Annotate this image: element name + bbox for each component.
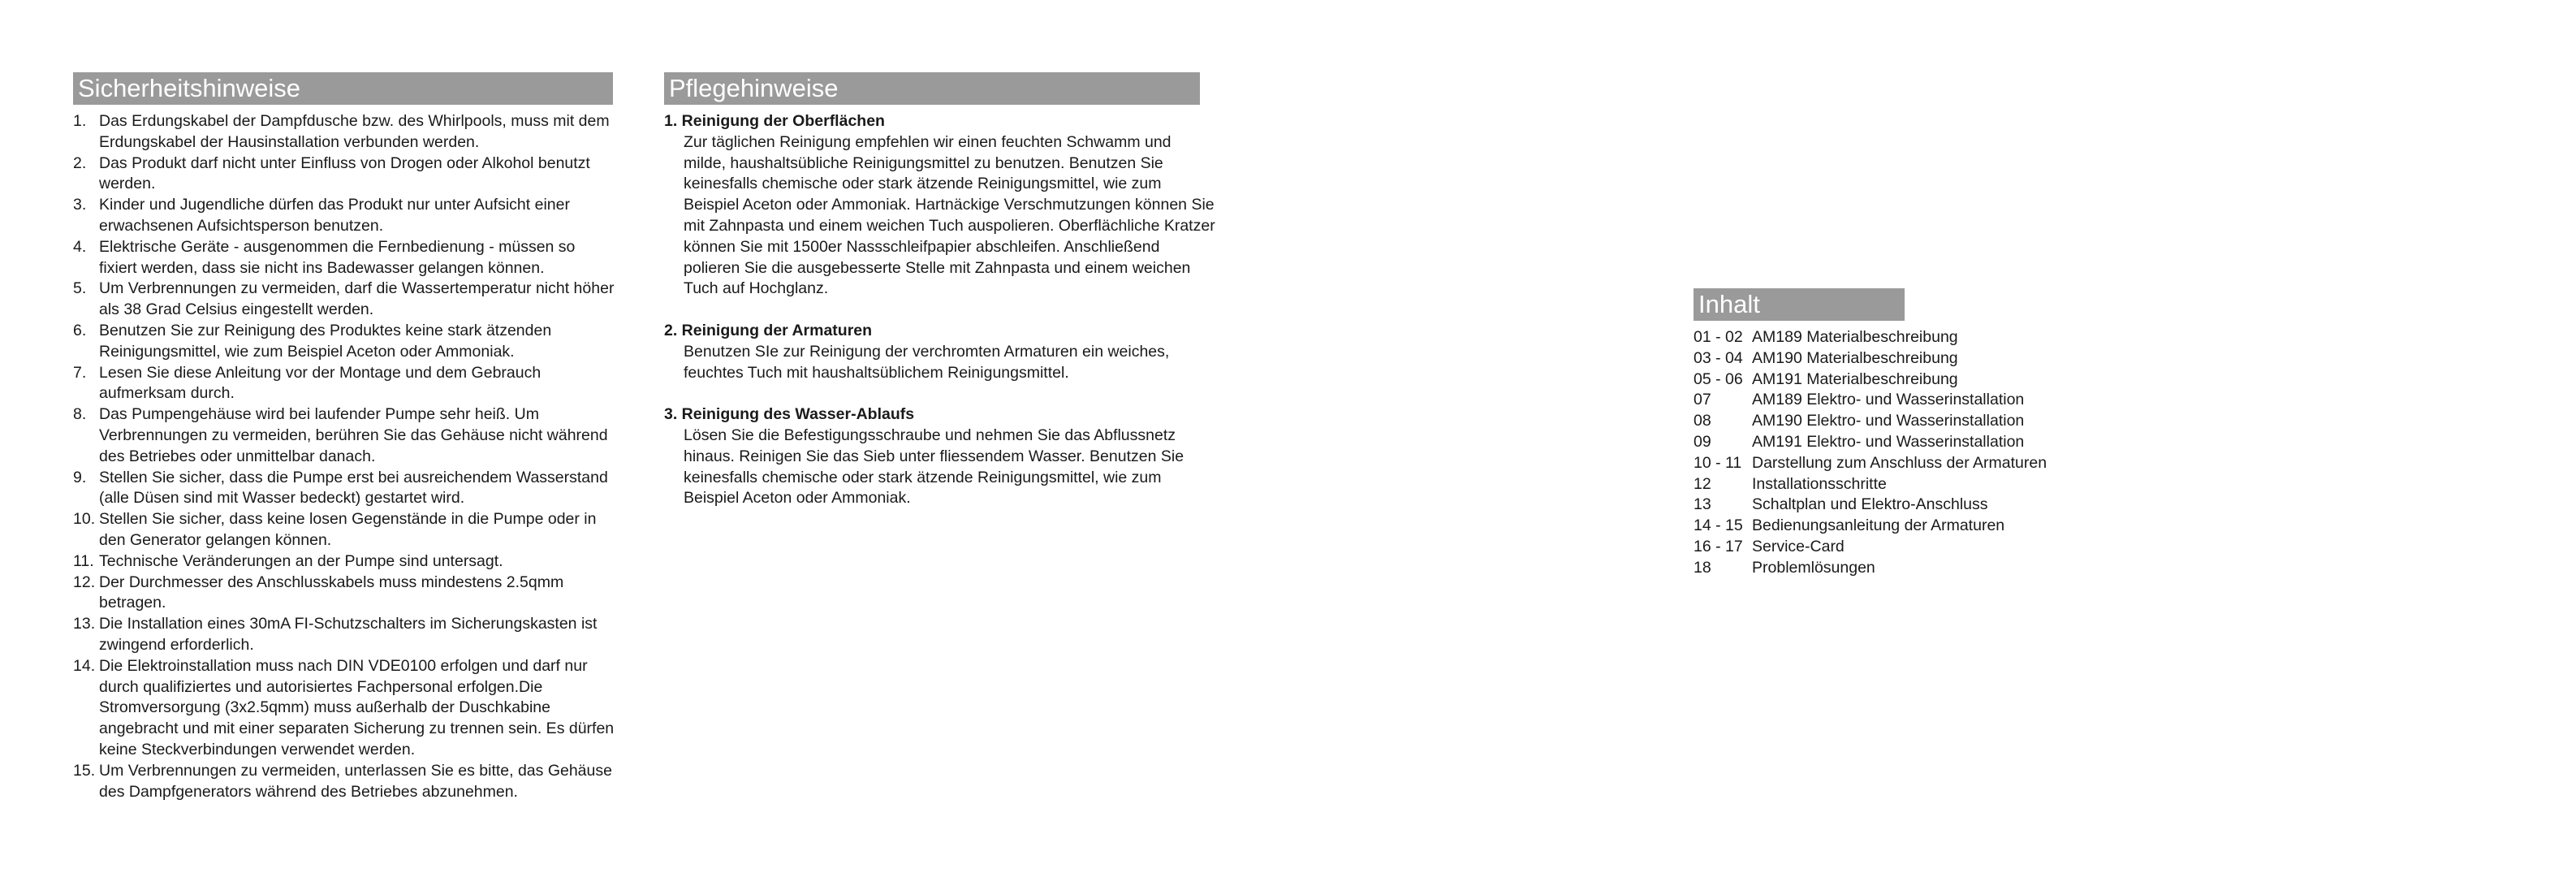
contents-list (1694, 327, 2148, 579)
safety-item-number: 13. (73, 615, 96, 633)
toc-entry (1694, 348, 2148, 370)
toc-entry-label: AM191 Materialbeschreibung (1752, 370, 1958, 388)
safety-item-text: Das Produkt darf nicht unter Einfluss von Drogen oder Alkohol benutzt werden. (99, 153, 590, 193)
toc-entry-pages: 01 - 02 (1694, 328, 1743, 346)
safety-item-number: 6. (73, 321, 87, 339)
toc-entry (1694, 432, 2148, 453)
safety-item (73, 279, 615, 321)
safety-list (73, 111, 615, 802)
care-section-text: Zur täglichen Reinigung empfehlen wir einen feuchten Schwamm und milde, haushaltsübliche Reinigungsmittel zu benutzen. Benutzen Sie keinesfalls chemische oder stark ätzende Reinigungsmittel, wie zum Beispiel Aceton oder Ammoniak. Hartnäckige Verschmutzungen können Sie mit Zahnpasta und einem weichen Tuch auspolieren. Oberflächliche Kratzer können Sie mit 1500er Nassschleifpapier abschleifen. Anschließend polieren Sie die ausgebesserte Stelle mit Zahnpasta und einem weichen Tuch auf Hochglanz. (684, 132, 1215, 298)
toc-entry-label: AM191 Elektro- und Wasserinstallation (1752, 432, 2025, 451)
toc-entry (1694, 411, 2148, 432)
safety-item (73, 195, 615, 237)
toc-entry (1694, 495, 2148, 516)
care-section (664, 404, 1216, 509)
toc-entry-label: Bedienungsanleitung der Armaturen (1752, 516, 2005, 535)
safety-item-text: Die Elektroinstallation muss nach DIN VDE0100 erfolgen und darf nur durch qualifiziertes und autorisiertes Fachpersonal erfolgen.Die Stromversorgung (3x2.5qmm) muss außerhalb der Duschkabine angebracht und mit einer separaten Sicherung zu trennen sein. Es dürfen keine Steckverbindungen verwendet werden. (99, 656, 615, 758)
safety-item-number: 9. (73, 468, 87, 486)
safety-item-text: Das Erdungskabel der Dampfdusche bzw. des Whirlpools, muss mit dem Erdungskabel der Hausinstallation verbunden werden. (99, 112, 610, 151)
safety-item (73, 321, 615, 363)
safety-item (73, 761, 615, 803)
care-container (664, 111, 1216, 530)
toc-entry (1694, 370, 2148, 391)
toc-entry-pages: 07 (1694, 391, 1711, 409)
toc-entry (1694, 537, 2148, 558)
care-section (664, 321, 1216, 383)
safety-item (73, 468, 615, 510)
toc-entry (1694, 453, 2148, 474)
care-section (664, 111, 1216, 300)
toc-entry-label: AM190 Materialbeschreibung (1752, 348, 1958, 367)
safety-heading: Sicherheitshinweise (73, 72, 613, 105)
safety-list-container (73, 111, 615, 802)
toc-entry-label: AM189 Elektro- und Wasserinstallation (1752, 391, 2025, 409)
toc-entry-pages: 12 (1694, 474, 1711, 493)
safety-item (73, 656, 615, 761)
safety-item-number: 12. (73, 573, 96, 591)
toc-entry-pages: 16 - 17 (1694, 537, 1743, 555)
safety-item-number: 4. (73, 237, 87, 256)
care-heading: Pflegehinweise (664, 72, 1200, 105)
toc-entry-label: Installationsschritte (1752, 474, 1887, 493)
safety-item-text: Der Durchmesser des Anschlusskabels muss mindestens 2.5qmm betragen. (99, 573, 564, 612)
toc-entry-pages: 08 (1694, 412, 1711, 430)
safety-item (73, 237, 615, 279)
safety-item-number: 2. (73, 153, 87, 172)
toc-entry-label: Service-Card (1752, 537, 1845, 555)
safety-item-text: Elektrische Geräte - ausgenommen die Fernbedienung - müssen so fixiert werden, dass sie nicht ins Badewasser gelangen können. (99, 237, 576, 277)
toc-entry (1694, 474, 2148, 495)
toc-entry-pages: 05 - 06 (1694, 370, 1743, 388)
safety-item-text: Stellen Sie sicher, dass keine losen Gegenstände in die Pumpe oder in den Generator gelangen können. (99, 510, 597, 549)
safety-item (73, 573, 615, 615)
toc-entry-pages: 03 - 04 (1694, 348, 1743, 367)
toc-entry-label: Darstellung zum Anschluss der Armaturen (1752, 453, 2047, 472)
toc-entry-pages: 13 (1694, 495, 1711, 514)
toc-entry (1694, 558, 2148, 579)
safety-item-number: 1. (73, 112, 87, 130)
toc-entry-label: Schaltplan und Elektro-Anschluss (1752, 495, 1988, 514)
toc-entry (1694, 516, 2148, 537)
safety-item (73, 153, 615, 196)
safety-item-text: Die Installation eines 30mA FI-Schutzschalters im Sicherungskasten ist zwingend erforderlich. (99, 615, 598, 654)
contents-heading: Inhalt (1694, 288, 1905, 321)
safety-item (73, 509, 615, 551)
toc-entry-label: Problemlösungen (1752, 558, 1875, 577)
safety-item-text: Lesen Sie diese Anleitung vor der Montage und dem Gebrauch aufmerksam durch. (99, 363, 542, 403)
toc-entry (1694, 390, 2148, 411)
safety-item-text: Um Verbrennungen zu vermeiden, darf die Wassertemperatur nicht höher als 38 Grad Celsius eingestellt werden. (99, 279, 615, 319)
safety-item (73, 404, 615, 467)
safety-item-text: Technische Veränderungen an der Pumpe sind untersagt. (99, 551, 503, 570)
safety-item-text: Benutzen Sie zur Reinigung des Produktes keine stark ätzenden Reinigungsmittel, wie zum Beispiel Aceton oder Ammoniak. (99, 321, 552, 361)
safety-item-number: 3. (73, 196, 87, 214)
safety-item-number: 11. (73, 551, 94, 570)
safety-item (73, 363, 615, 405)
safety-item-text: Um Verbrennungen zu vermeiden, unterlassen Sie es bitte, das Gehäuse des Dampfgenerators während des Betriebes abzunehmen. (99, 761, 612, 801)
toc-entry (1694, 327, 2148, 348)
safety-item-number: 15. (73, 761, 96, 780)
safety-item (73, 614, 615, 656)
safety-item (73, 551, 615, 573)
care-section-title: 3. Reinigung des Wasser-Ablaufs (664, 405, 915, 424)
safety-item-number: 8. (73, 405, 87, 424)
care-section-text: Benutzen SIe zur Reinigung der verchromten Armaturen ein weiches, feuchtes Tuch mit haushaltsüblichem Reinigungsmittel. (684, 342, 1170, 382)
safety-item-text: Stellen Sie sicher, dass die Pumpe erst bei ausreichendem Wasserstand (alle Düsen sind mit Wasser bedeckt) gestartet wird. (99, 468, 608, 508)
toc-entry-label: AM190 Elektro- und Wasserinstallation (1752, 412, 2025, 430)
toc-entry-label: AM189 Materialbeschreibung (1752, 328, 1958, 346)
safety-item-text: Kinder und Jugendliche dürfen das Produkt nur unter Aufsicht einer erwachsenen Aufsichtsperson benutzen. (99, 196, 570, 235)
safety-item-number: 5. (73, 279, 87, 298)
care-section-title: 1. Reinigung der Oberflächen (664, 112, 885, 130)
toc-entry-pages: 14 - 15 (1694, 516, 1743, 535)
care-section-text: Lösen Sie die Befestigungsschraube und nehmen Sie das Abflussnetz hinaus. Reinigen Sie das Sieb unter fliessendem Wasser. Benutzen Sie keinesfalls chemische oder stark ätzende Reinigungsmittel, wie zum Beispiel Aceton oder Ammoniak. (684, 426, 1184, 508)
safety-item-number: 14. (73, 656, 96, 675)
safety-item-number: 10. (73, 510, 96, 529)
safety-item (73, 111, 615, 153)
care-section-title: 2. Reinigung der Armaturen (664, 321, 873, 339)
toc-entry-pages: 10 - 11 (1694, 453, 1742, 472)
safety-item-number: 7. (73, 363, 87, 382)
toc-entry-pages: 09 (1694, 432, 1711, 451)
toc-entry-pages: 18 (1694, 558, 1711, 577)
safety-item-text: Das Pumpengehäuse wird bei laufender Pumpe sehr heiß. Um Verbrennungen zu vermeiden, berühren Sie das Gehäuse nicht während des Betriebes oder unmittelbar danach. (99, 405, 608, 465)
